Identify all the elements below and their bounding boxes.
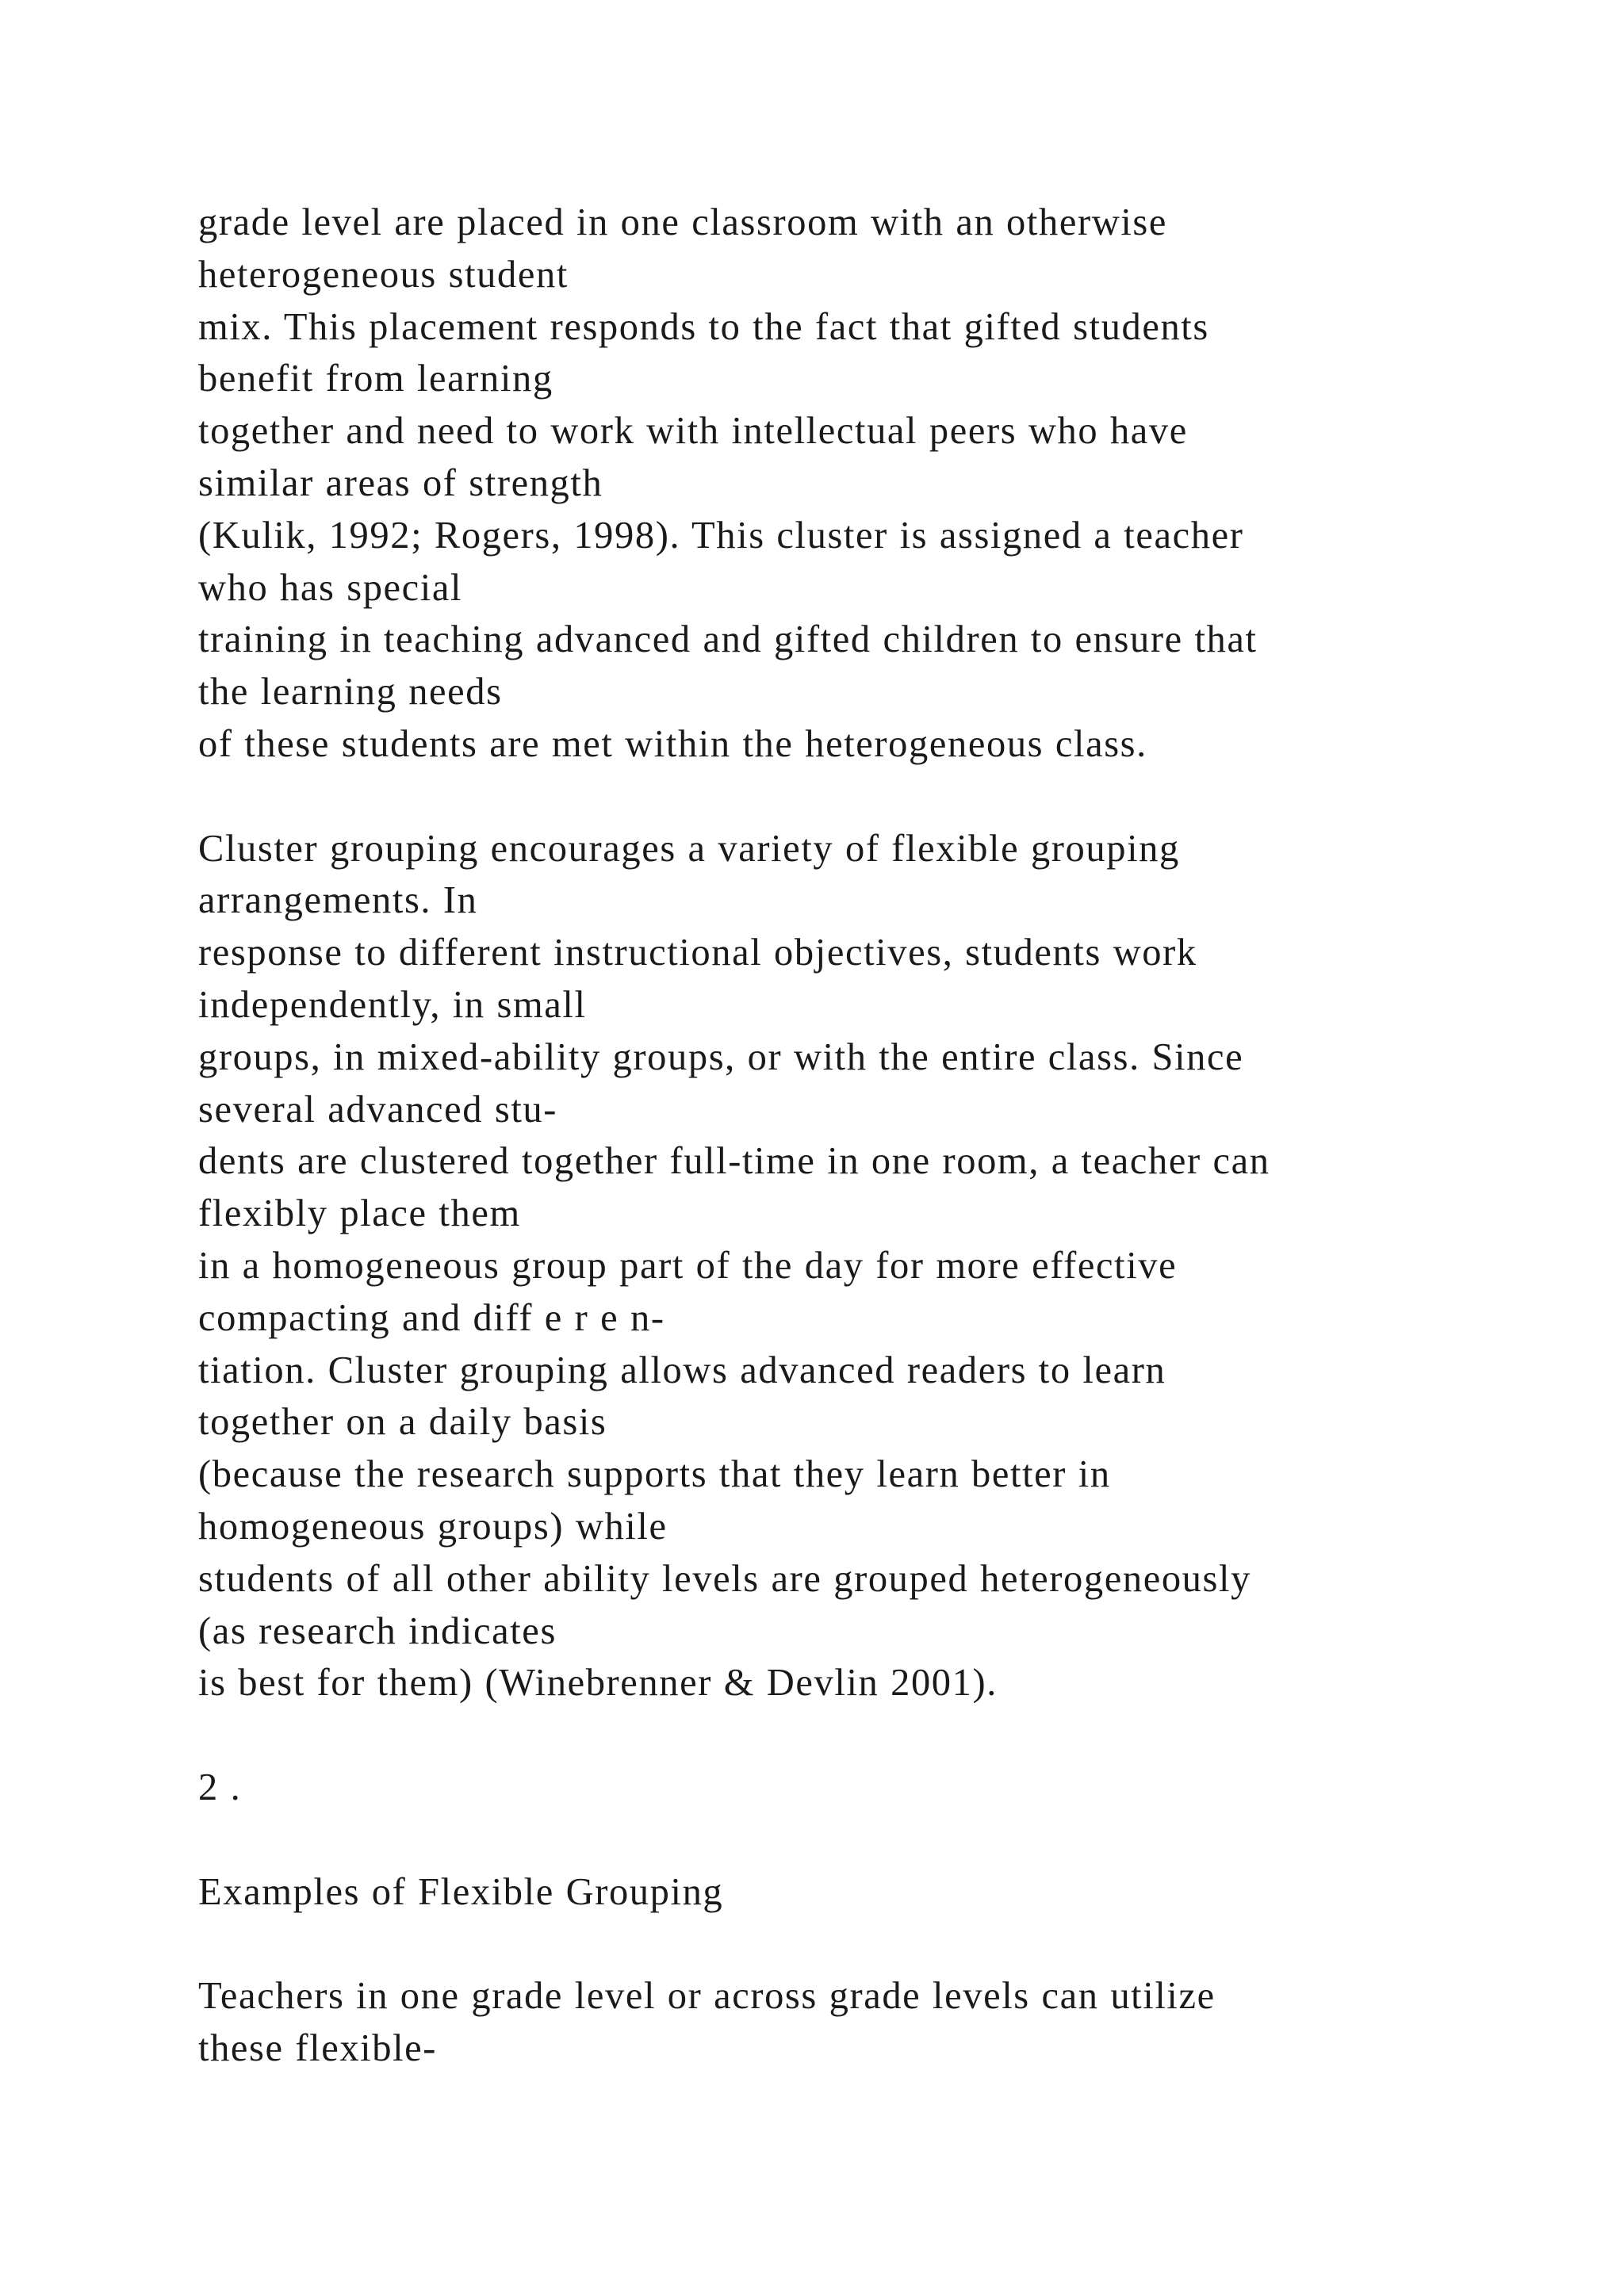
text-line: of these students are met within the heterogeneous class. bbox=[198, 722, 1147, 765]
text-line: several advanced stu- bbox=[198, 1088, 558, 1131]
text-line: independently, in small bbox=[198, 983, 587, 1026]
text-line: is best for them) (Winebrenner & Devlin 2001). bbox=[198, 1662, 998, 1705]
text-line: groups, in mixed-ability groups, or with the entire class. Since bbox=[198, 1035, 1244, 1078]
paragraph-cluster-grouping bbox=[198, 823, 1546, 1710]
text-line: together and need to work with intellectual peers who have bbox=[198, 410, 1188, 453]
text-line: benefit from learning bbox=[198, 358, 553, 400]
text-line: tiation. Cluster grouping allows advanced readers to learn bbox=[198, 1349, 1166, 1391]
text-line: these flexible- bbox=[198, 2026, 438, 2069]
paragraph-flexible-grouping-intro bbox=[198, 1970, 1546, 2075]
text-line: heterogeneous student bbox=[198, 253, 569, 296]
text-line: Cluster grouping encourages a variety of flexible grouping bbox=[198, 827, 1180, 870]
text-line: (because the research supports that they learn better in bbox=[198, 1453, 1111, 1496]
paragraph-cluster-placement bbox=[198, 197, 1546, 771]
paragraph-spacer bbox=[198, 1709, 1546, 1762]
text-line: similar areas of strength bbox=[198, 461, 603, 504]
text-line: (as research indicates bbox=[198, 1609, 557, 1652]
text-line: response to different instructional objectives, students work bbox=[198, 932, 1197, 974]
text-line: in a homogeneous group part of the day for more effective bbox=[198, 1244, 1178, 1287]
text-line: together on a daily basis bbox=[198, 1401, 607, 1444]
section-number: 2 . bbox=[198, 1766, 242, 1808]
paragraph-spacer bbox=[198, 1814, 1546, 1866]
text-line: who has special bbox=[198, 566, 463, 609]
text-line: (Kulik, 1992; Rogers, 1998). This cluster is assigned a teacher bbox=[198, 514, 1244, 557]
paragraph-spacer bbox=[198, 1918, 1546, 1970]
text-line: students of all other ability levels are grouped heterogeneously bbox=[198, 1557, 1251, 1600]
paragraph-spacer bbox=[198, 771, 1546, 823]
section-heading: Examples of Flexible Grouping bbox=[198, 1870, 724, 1913]
text-line: arrangements. In bbox=[198, 879, 478, 922]
text-line: homogeneous groups) while bbox=[198, 1505, 668, 1548]
text-line: training in teaching advanced and gifted children to ensure that bbox=[198, 618, 1258, 661]
text-line: flexibly place them bbox=[198, 1192, 521, 1235]
text-line: dents are clustered together full-time in one room, a teacher can bbox=[198, 1140, 1270, 1183]
document-text bbox=[198, 197, 1546, 2075]
text-line: Teachers in one grade level or across grade levels can utilize bbox=[198, 1975, 1216, 2018]
text-line: the learning needs bbox=[198, 671, 503, 714]
text-line: grade level are placed in one classroom with an otherwise bbox=[198, 201, 1167, 243]
text-line: compacting and diff e r e n- bbox=[198, 1296, 665, 1339]
text-line: mix. This placement responds to the fact that gifted students bbox=[198, 305, 1209, 348]
